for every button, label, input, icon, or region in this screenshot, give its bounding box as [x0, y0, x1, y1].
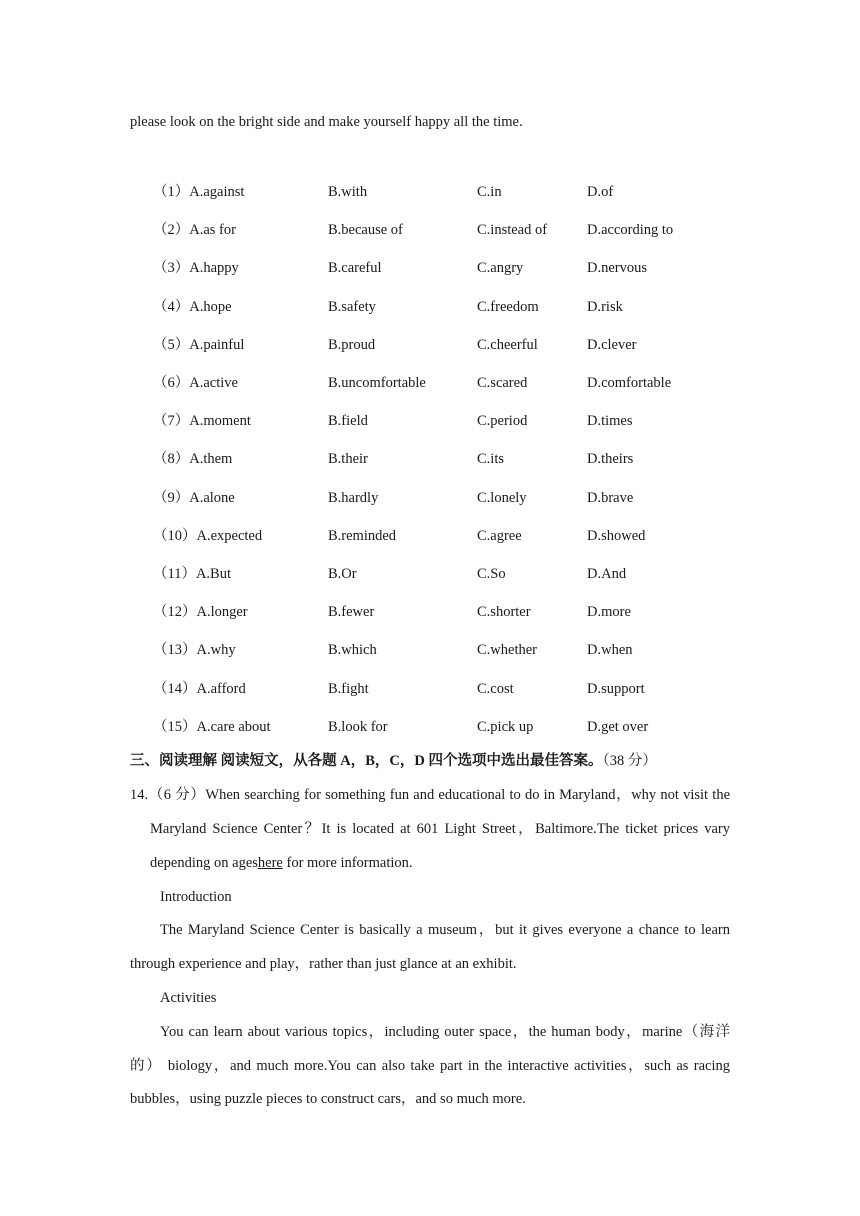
- option-row: [0, 527, 860, 547]
- activities-line-2-text: 的） biology，and much more.You can also take part in the interactive activities，such as racing: [130, 1058, 730, 1074]
- option-c: C.cheerful: [477, 336, 538, 353]
- q14-prefix: 14.（6 分）: [130, 787, 206, 803]
- section-3-heading: [130, 752, 657, 770]
- option-b: B.look for: [328, 718, 388, 735]
- option-c: C.instead of: [477, 222, 548, 239]
- option-row: [0, 718, 860, 738]
- activities-title: Activities: [160, 990, 217, 1006]
- option-b: B.which: [328, 642, 377, 659]
- option-a: （12）A.longer: [153, 604, 248, 621]
- option-c: C.in: [477, 184, 502, 200]
- activities-line-1-text: You can learn about various topics，including outer space，the human body，marine（海洋: [160, 1024, 730, 1040]
- option-row: [0, 680, 860, 700]
- q14-line-2: [150, 820, 730, 838]
- option-d: D.support: [587, 680, 645, 697]
- option-a: （1）A.against: [153, 184, 245, 200]
- option-c: C.period: [477, 413, 528, 430]
- option-b: B.proud: [328, 336, 376, 353]
- option-d: D.showed: [587, 527, 646, 544]
- option-a: （15）A.care about: [153, 718, 271, 735]
- option-d: D.nervous: [587, 260, 648, 277]
- section-3-heading-text: 三、阅读理解 阅读短文，从各题 A，B，C，D 四个选项中选出最佳答案。: [130, 753, 603, 769]
- option-d: D.clever: [587, 336, 637, 353]
- option-d: D.comfortable: [587, 375, 672, 391]
- option-d: D.when: [587, 642, 633, 659]
- q14-line-1-text: When searching for something fun and educational to do in Maryland，why not visit the: [205, 787, 731, 803]
- option-c: C.shorter: [477, 604, 531, 621]
- option-a: （6）A.active: [153, 375, 238, 391]
- option-a: （7）A.moment: [153, 413, 251, 430]
- q14-line-3-post: for more information.: [282, 855, 413, 871]
- option-c: C.whether: [477, 642, 537, 659]
- option-a: （13）A.why: [153, 642, 236, 659]
- option-row: [0, 641, 860, 661]
- option-b: B.with: [328, 184, 368, 200]
- option-b: B.fight: [328, 680, 369, 697]
- option-b: B.reminded: [328, 527, 397, 544]
- intro-tail-text: please look on the bright side and make yourself happy all the time.: [130, 114, 523, 130]
- option-a: （4）A.hope: [153, 298, 232, 315]
- option-b: B.uncomfortable: [328, 375, 426, 391]
- option-row: [0, 603, 860, 623]
- q14-line-3-pre: depending on ages: [150, 855, 258, 871]
- option-a: （9）A.alone: [153, 489, 235, 506]
- option-row: [0, 336, 860, 356]
- option-a: （11）A.But: [153, 566, 232, 582]
- option-b: B.safety: [328, 298, 376, 315]
- option-b: B.fewer: [328, 604, 375, 621]
- option-row: [0, 183, 860, 203]
- option-c: C.So: [477, 566, 506, 582]
- here-link[interactable]: here: [257, 855, 283, 871]
- option-row: [0, 450, 860, 470]
- intro-paragraph-line-2: through experience and play，rather than just glance at an exhibit.: [130, 956, 517, 972]
- option-d: D.times: [587, 413, 633, 430]
- option-d: D.brave: [587, 489, 634, 506]
- activities-line-1: [160, 1023, 730, 1041]
- option-c: C.scared: [477, 375, 528, 391]
- option-c: C.angry: [477, 260, 524, 277]
- option-d: D.And: [587, 566, 627, 582]
- option-c: C.pick up: [477, 718, 534, 735]
- option-b: B.hardly: [328, 489, 379, 506]
- option-row: [0, 298, 860, 318]
- introduction-title: Introduction: [160, 889, 232, 905]
- option-b: B.because of: [328, 222, 403, 239]
- option-b: B.Or: [328, 566, 357, 582]
- option-c: C.freedom: [477, 298, 539, 315]
- option-d: D.risk: [587, 298, 623, 315]
- option-b: B.careful: [328, 260, 382, 277]
- intro-paragraph-line-1-text: The Maryland Science Center is basically a museum，but it gives everyone a chance to learn: [160, 922, 730, 938]
- option-d: D.get over: [587, 718, 649, 735]
- q14-line-1: [130, 786, 730, 804]
- option-row: [0, 565, 860, 585]
- option-a: （10）A.expected: [153, 527, 263, 544]
- option-a: （5）A.painful: [153, 336, 245, 353]
- option-d: D.of: [587, 184, 614, 200]
- section-3-score: （38 分）: [602, 753, 657, 769]
- option-row: [0, 489, 860, 509]
- option-a: （8）A.them: [153, 451, 233, 468]
- activities-line-3: bubbles，using puzzle pieces to construct cars，and so much more.: [130, 1091, 526, 1107]
- option-row: [0, 221, 860, 241]
- option-row: [0, 412, 860, 432]
- activities-line-2: [130, 1057, 730, 1075]
- q14-line-3: [150, 854, 413, 872]
- option-d: D.more: [587, 604, 631, 621]
- option-d: D.according to: [587, 222, 674, 239]
- q14-line-2-text: Maryland Science Center？It is located at 601 Light Street，Baltimore.The ticket prices vary: [150, 821, 730, 837]
- option-c: C.agree: [477, 527, 522, 544]
- option-c: C.cost: [477, 680, 514, 697]
- option-c: C.lonely: [477, 489, 527, 506]
- intro-paragraph-line-1: [160, 921, 730, 939]
- option-c: C.its: [477, 451, 504, 468]
- option-b: B.their: [328, 451, 368, 468]
- option-d: D.theirs: [587, 451, 634, 468]
- option-row: [0, 259, 860, 279]
- option-b: B.field: [328, 413, 368, 430]
- option-a: （2）A.as for: [153, 222, 236, 239]
- option-a: （3）A.happy: [153, 260, 239, 277]
- option-row: [0, 374, 860, 394]
- option-a: （14）A.afford: [153, 680, 246, 697]
